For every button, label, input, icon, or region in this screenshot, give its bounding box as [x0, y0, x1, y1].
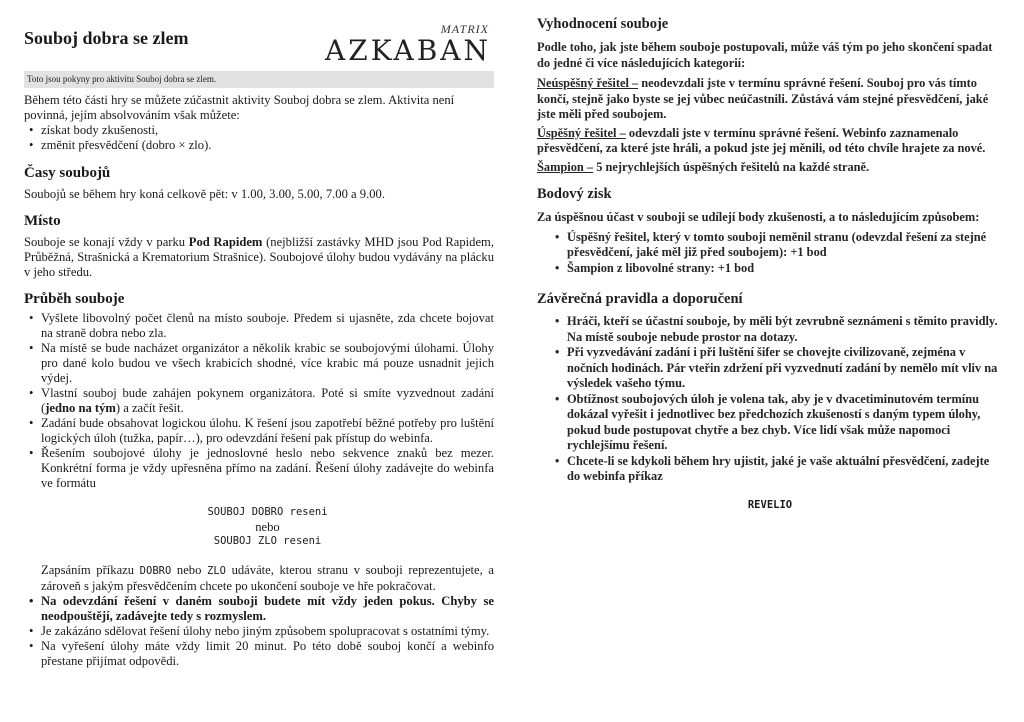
item-text: Zapsáním příkazu	[41, 563, 140, 577]
intro-paragraph: Během této části hry se můžete zúčastnit aktivity Souboj dobra se zlem. Aktivita není povinná, jejím absolvováním však můžete:	[24, 93, 455, 122]
list-item: • Vyšlete libovolný počet členů na místo souboje. Předem si ujasněte, zda chcete bojovat na straně dobra nebo zla.	[24, 311, 494, 341]
list-item	[24, 446, 494, 594]
list-item: • Na odevzdání řešení v daném souboji budete mít vždy jeden pokus. Chyby se neodpouštějí, zadávejte tedy s rozmyslem.	[24, 594, 494, 624]
revelio-command: REVELIO	[747, 498, 793, 511]
list-item: • Při vyzvedávání zadání i při luštění šifer se chovejte civilizovaně, zejména v nočních hodinách. Pár vteřin zdržení při vyzvednutí zadání by nemělo mít vliv na výsledek vašeho týmu.	[537, 345, 1003, 392]
logo-matrix-text: MATRIX	[440, 22, 489, 36]
left-column	[24, 93, 494, 669]
right-column	[537, 16, 1003, 511]
code-inline: DOBRO	[139, 565, 172, 577]
after-code-text	[41, 563, 494, 594]
sampion-paragraph	[537, 160, 1003, 176]
casy-text: Soubojů se během hry koná celkově pět: v 1.00, 3.00, 5.00, 7.00 a 9.00.	[24, 187, 385, 201]
list-item: • Chcete-li se kdykoli během hry ujistit, jaké je vaše aktuální přesvědčení, zadejte do webinfa příkaz	[537, 454, 1003, 485]
item-text: Vlastní souboj bude zahájen pokynem organizátora. Poté si smíte vyzvednout zadání (	[41, 386, 494, 415]
uspesny-label: Úspěšný řešitel –	[537, 125, 626, 140]
code-zlo: SOUBOJ ZLO reseni	[213, 535, 322, 547]
list-item	[24, 386, 494, 416]
list-item: • Je zakázáno sdělovat řešení úlohy nebo jiným způsobem spolupracovat s ostatními týmy.	[24, 624, 494, 639]
neuspesny-label: Neúspěšný řešitel –	[537, 76, 639, 90]
misto-text-pre: Souboje se konají vždy v parku	[24, 235, 189, 249]
logo-azkaban-text: AZKABAN	[325, 34, 491, 67]
intro-list	[24, 123, 494, 153]
list-item: • Šampion z libovolné strany: +1 bod	[537, 261, 1003, 277]
prubeh-heading: Průběh souboje	[24, 291, 125, 307]
uspesny-text: odevzdali jste v termínu správné řešení. Webinfo zaznamenalo přesvědčení, za které jste hráli, a pokud jste jej měnili, od této chvíle hrajete za nové.	[537, 125, 986, 155]
list-item: • Obtížnost soubojových úloh je volena tak, aby je v dvacetiminutovém termínu dokázal vyřešit i jednotlivec bez předchozích zkušeností s daným typem úlohy, pokud bude postupovat chytře a bez chyb. Více lidí však může napomoci rychlejšímu řešení.	[537, 392, 1003, 454]
list-item: • Na vyřešení úlohy máte vždy limit 20 minut. Po této době souboj končí a webinfo přestane přijímat odpovědi.	[24, 639, 494, 669]
vyhodnoceni-heading: Vyhodnocení souboje	[537, 16, 669, 32]
item-text: ) a začít řešit.	[115, 401, 184, 415]
list-item: • Na místě se bude nacházet organizátor a několik krabic se soubojovými úlohami. Úlohy pro dané kolo budou ve všech krabicích shodné, více krabic má pouze usnadnit jejich výdej.	[24, 341, 494, 386]
misto-text-post: (nejbližší zastávky MHD jsou Pod Rapidem, Průběžná, Strašnická a Krematorium Strašnice). Soubojové úlohy budou vydávány na plácku v jeho středu.	[24, 235, 494, 279]
item-text: nebo	[171, 563, 207, 577]
item-bold: jedno na tým	[45, 401, 116, 415]
sampion-label: Šampion –	[537, 159, 594, 174]
neuspesny-text: neodevzdali jste v termínu správné řešení. Souboj pro vás tímto končí, stejně jako byste se jej vůbec neúčastnili. Zůstává vám stejné přesvědčení, jaké jste měli před soubojem.	[537, 76, 989, 121]
notice-bar: Toto jsou pokyny pro aktivitu Souboj dobra se zlem.	[24, 71, 494, 88]
bodovy-heading: Bodový zisk	[537, 186, 612, 202]
casy-heading: Časy soubojů	[24, 165, 111, 181]
misto-heading: Místo	[24, 213, 61, 229]
list-item: • získat body zkušenosti,	[24, 123, 494, 138]
zaverecna-heading: Závěrečná pravidla a doporučení	[537, 291, 743, 307]
misto-park: Pod Rapidem	[188, 235, 263, 249]
neuspesny-paragraph	[537, 76, 1003, 123]
code-dobro: SOUBOJ DOBRO reseni	[207, 506, 328, 518]
azkaban-logo	[325, 18, 495, 70]
list-item: • změnit přesvědčení (dobro × zlo).	[24, 138, 494, 153]
misto-text	[24, 235, 494, 280]
page-title: Souboj dobra se zlem	[24, 28, 189, 48]
uspesny-paragraph	[537, 126, 1003, 157]
item-text: udáváte, kterou stranu v souboji reprezentujete, a zároveň s jakým přesvědčením chcete po ukončení souboje ve hře pokračovat.	[41, 563, 494, 593]
code-inline: ZLO	[207, 565, 226, 577]
vyhodnoceni-intro: Podle toho, jak jste během souboje postupovali, může váš tým po jeho skončení spadat do jedné či více následujících kategorií:	[537, 40, 993, 70]
list-item: • Úspěšný řešitel, který v tomto souboji neměnil stranu (odevzdal řešení za stejné přesvědčení, jaké měl již před soubojem): +1 bod	[537, 230, 1003, 261]
sampion-text: 5 nejrychlejších úspěšných řešitelů na každé straně.	[593, 159, 870, 174]
zaverecna-list	[537, 314, 1003, 485]
prubeh-list	[24, 311, 494, 669]
list-item: • Hráči, kteří se účastní souboje, by měli být zevrubně seznámeni s těmito pravidly. Na místě souboje nebude prostor na dotazy.	[537, 314, 1003, 345]
bodovy-list	[537, 230, 1003, 277]
code-or: nebo	[255, 520, 280, 534]
bodovy-intro: Za úspěšnou účast v souboji se udílejí body zkušenosti, a to následujícím způsobem:	[537, 210, 980, 224]
list-item: • Zadání bude obsahovat logickou úlohu. K řešení jsou zapotřebí běžné potřeby pro luštění logických úloh (tužka, papír…), pro odevzdání řešení pak přístup do webinfa.	[24, 416, 494, 446]
item-text: Řešením soubojové úlohy je jednoslovné heslo nebo sekvence znaků bez mezer. Konkrétní forma je vždy upřesněna přímo na zadání. Řešení úlohy zadávejte do webinfa ve formátu	[41, 446, 494, 490]
